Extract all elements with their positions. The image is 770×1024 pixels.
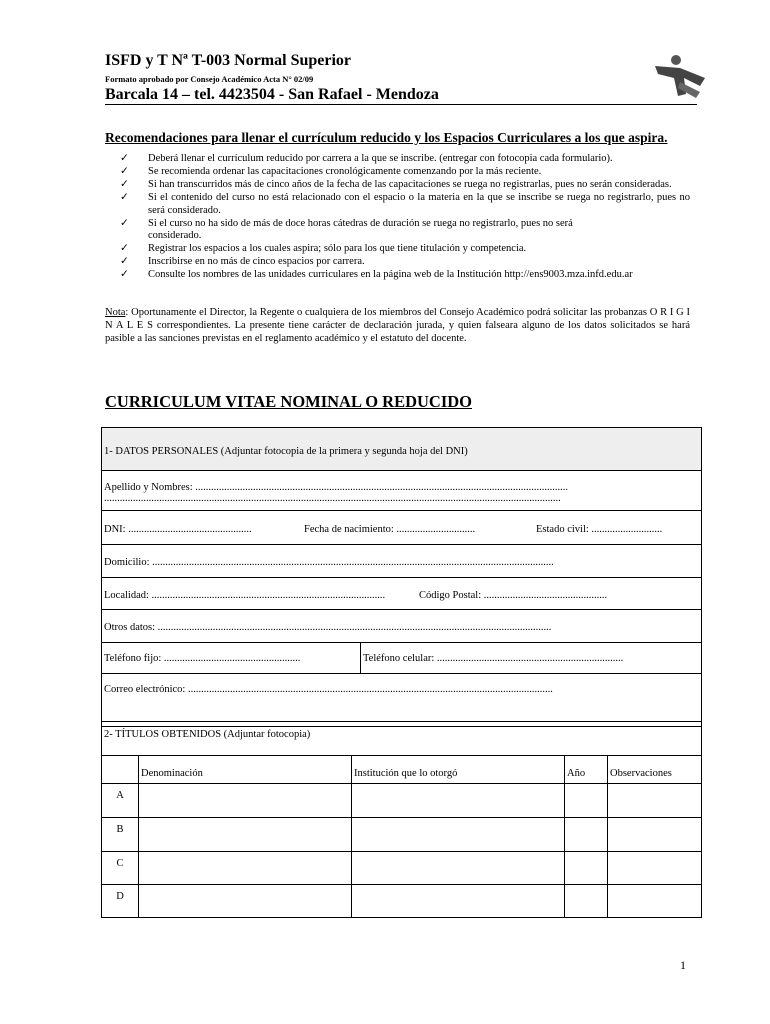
phone-divider [360, 642, 361, 673]
nota-label: Nota [105, 307, 126, 318]
institution-logo-icon [650, 52, 710, 102]
domicilio-field[interactable]: Domicilio: ......................................................................................................................................................... [104, 557, 554, 568]
personal-data-section [101, 427, 702, 727]
table-cell[interactable] [139, 818, 352, 852]
table-cell[interactable] [352, 784, 565, 818]
table-header-row [102, 756, 702, 784]
list-item: ✓ Deberá llenar el currículum reducido por carrera a la que se inscribe. (entregar con fotocopia cada formulario). [120, 153, 613, 164]
apellido-field[interactable]: Apellido y Nombres: .............................................................................................................................................. [104, 482, 569, 493]
table-cell[interactable] [608, 852, 702, 885]
column-header: Denominación [139, 756, 352, 784]
table-cell[interactable] [565, 852, 608, 885]
table-cell[interactable] [608, 818, 702, 852]
dni-row [102, 510, 701, 545]
cv-title: CURRICULUM VITAE NOMINAL O REDUCIDO [105, 392, 472, 411]
titles-table [101, 755, 702, 918]
recommendations-title: Recomendaciones para llenar el currículum reducido y los Espacios Curriculares a los que aspira. [105, 130, 668, 145]
checkmark-icon: ✓ [120, 217, 129, 229]
table-row [102, 852, 702, 885]
table-cell[interactable] [608, 784, 702, 818]
list-item: ✓ Si han transcurridos más de cinco años de la fecha de las capacitaciones se ruega no registrarlas, pues no serán consideradas. [120, 178, 672, 190]
checkmark-icon: ✓ [120, 178, 129, 190]
localidad-field[interactable]: Localidad: ......................................................................................... [104, 590, 386, 601]
table-cell[interactable] [565, 885, 608, 918]
mobile-field[interactable]: Teléfono celular: ....................................................................... [363, 653, 624, 664]
table-cell[interactable] [352, 885, 565, 918]
nota-text: : Oportunamente el Director, la Regente o cualquiera de los miembros del Consejo Académico podrá solicitar las probanzas O R I G I N A L E S correspondientes. La presente tiene carácter de declaración jurada, y quien falseara alguno de los datos solicitados se hará pasible a las sanciones previstas en el reglamento académico y el estatuto del docente. [105, 307, 690, 344]
table-row [102, 784, 702, 818]
list-item: ✓ Inscribirse en no más de cinco espacios por carrera. [120, 256, 365, 268]
titles-heading-box [101, 721, 702, 756]
table-cell[interactable] [352, 818, 565, 852]
localidad-row [102, 577, 701, 610]
list-item: ✓ Si el curso no ha sido de más de doce horas cátedras de duración se ruega no registrarlo, pues no será [120, 217, 573, 229]
list-item: considerado. [148, 230, 202, 242]
apellido-line2[interactable]: .............................................................................................................................................................................. [104, 493, 561, 504]
otros-datos-row [102, 609, 701, 643]
approval-note: Formato aprobado por Consejo Académico Acta N° 02/09 [105, 74, 314, 84]
telefono-row [102, 642, 701, 674]
table-cell[interactable] [139, 852, 352, 885]
institution-title: ISFD y T Nª T-003 Normal Superior [105, 52, 352, 69]
list-item: ✓ Si el contenido del curso no está relacionado con el espacio o la materia en la que se inscribe se ruega no registrarlo, pues no será considerado. [120, 191, 690, 216]
checkmark-icon: ✓ [120, 153, 129, 164]
list-item: ✓ Registrar los espacios a los cuales aspira; sólo para los que tiene titulación y competencia. [120, 243, 527, 255]
checkmark-icon: ✓ [120, 243, 129, 255]
list-item: ✓ Se recomienda ordenar las capacitaciones cronológicamente comenzando por la más reciente. [120, 165, 542, 177]
table-cell[interactable] [608, 885, 702, 918]
personal-data-heading-row [102, 428, 701, 471]
table-row [102, 885, 702, 918]
landline-field[interactable]: Teléfono fijo: .................................................... [104, 653, 301, 664]
table-row [102, 818, 702, 852]
row-label: C [102, 852, 139, 885]
otros-datos-field[interactable]: Otros datos: ...................................................................................................................................................... [104, 622, 552, 633]
column-header: Año [565, 756, 608, 784]
birthdate-field[interactable]: Fecha de nacimiento: .............................. [304, 524, 476, 535]
checkmark-icon: ✓ [120, 191, 129, 203]
recommendations-list [120, 153, 690, 282]
table-cell[interactable] [565, 818, 608, 852]
titles-heading: 2- TÍTULOS OBTENIDOS (Adjuntar fotocopia) [104, 729, 311, 740]
dni-field[interactable]: DNI: ............................................... [104, 524, 252, 535]
column-header: Observaciones [608, 756, 702, 784]
postal-code-field[interactable]: Código Postal: ............................................... [419, 590, 608, 601]
table-corner-cell [102, 756, 139, 784]
apellido-row[interactable] [102, 470, 701, 511]
table-cell[interactable] [139, 784, 352, 818]
correo-row [102, 673, 701, 728]
email-field[interactable]: Correo electrónico: ........................................................................................................................................... [104, 684, 553, 695]
nota-paragraph [105, 306, 690, 345]
civil-status-field[interactable]: Estado civil: ........................... [536, 524, 663, 535]
column-header: Institución que lo otorgó [352, 756, 565, 784]
domicilio-row [102, 544, 701, 578]
row-label: D [102, 885, 139, 918]
table-cell[interactable] [565, 784, 608, 818]
table-cell[interactable] [139, 885, 352, 918]
row-label: B [102, 818, 139, 852]
checkmark-icon: ✓ [120, 256, 129, 268]
checkmark-icon: ✓ [120, 165, 129, 177]
row-label: A [102, 784, 139, 818]
page-number: 1 [680, 958, 686, 972]
header-divider [105, 104, 697, 105]
personal-data-heading: 1- DATOS PERSONALES (Adjuntar fotocopia de la primera y segunda hoja del DNI) [104, 446, 468, 457]
institution-address: Barcala 14 – tel. 4423504 - San Rafael - Mendoza [105, 86, 439, 103]
table-cell[interactable] [352, 852, 565, 885]
list-item: ✓ Consulte los nombres de las unidades curriculares en la página web de la Institución http://ens9003.mza.infd.edu.ar [120, 269, 633, 281]
checkmark-icon: ✓ [120, 269, 129, 281]
